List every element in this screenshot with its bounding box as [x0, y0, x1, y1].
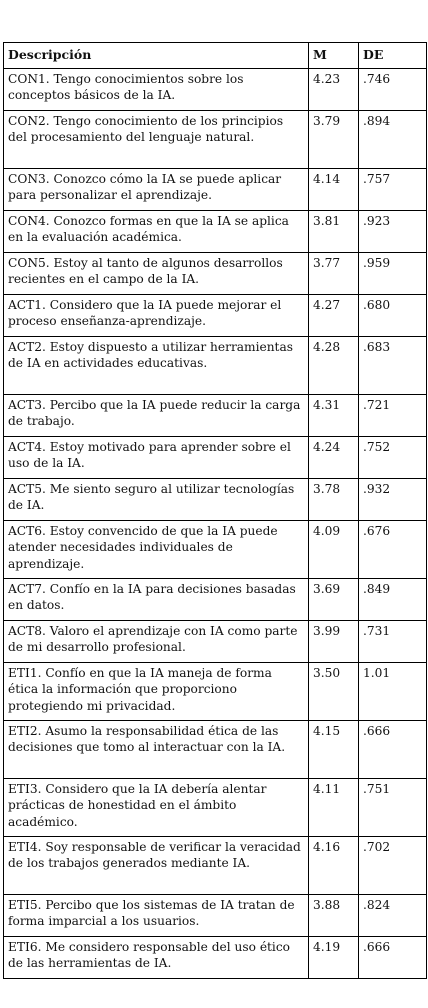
item-description: ACT1. Considero que la IA puede mejorar el proceso enseñanza-aprendizaje. — [4, 294, 309, 336]
descriptive-statistics-table-container — [3, 42, 426, 979]
item-standard-deviation: .666 — [359, 720, 427, 778]
item-description: ACT4. Estoy motivado para aprender sobre el uso de la IA. — [4, 436, 309, 478]
item-standard-deviation: .959 — [359, 252, 427, 294]
table-row — [4, 836, 427, 894]
item-standard-deviation: .731 — [359, 620, 427, 662]
table-row — [4, 336, 427, 394]
item-description: ETI6. Me considero responsable del uso ético de las herramientas de IA. — [4, 936, 309, 978]
item-mean: 4.11 — [309, 778, 359, 836]
item-description: ETI5. Percibo que los sistemas de IA tratan de forma imparcial a los usuarios. — [4, 894, 309, 936]
table-row — [4, 520, 427, 578]
item-standard-deviation: .721 — [359, 394, 427, 436]
table-row — [4, 578, 427, 620]
header-description: Descripción — [4, 43, 309, 69]
header-row — [4, 43, 427, 69]
item-mean: 4.15 — [309, 720, 359, 778]
item-standard-deviation: .666 — [359, 936, 427, 978]
item-description: ACT8. Valoro el aprendizaje con IA como parte de mi desarrollo profesional. — [4, 620, 309, 662]
item-description: ACT2. Estoy dispuesto a utilizar herramientas de IA en actividades educativas. — [4, 336, 309, 394]
item-mean: 3.81 — [309, 210, 359, 252]
item-description: ETI2. Asumo la responsabilidad ética de las decisiones que tomo al interactuar con la IA. — [4, 720, 309, 778]
item-mean: 3.99 — [309, 620, 359, 662]
descriptive-statistics-table — [3, 42, 427, 979]
item-description: ACT6. Estoy convencido de que la IA puede atender necesidades individuales de aprendizaje. — [4, 520, 309, 578]
item-standard-deviation: .932 — [359, 478, 427, 520]
item-mean: 4.27 — [309, 294, 359, 336]
header-standard-deviation: DE — [359, 43, 427, 69]
item-description: ACT3. Percibo que la IA puede reducir la carga de trabajo. — [4, 394, 309, 436]
item-mean: 4.09 — [309, 520, 359, 578]
item-mean: 3.69 — [309, 578, 359, 620]
item-standard-deviation: .680 — [359, 294, 427, 336]
table-row — [4, 110, 427, 168]
item-description: CON2. Tengo conocimiento de los principios del procesamiento del lenguaje natural. — [4, 110, 309, 168]
item-mean: 4.16 — [309, 836, 359, 894]
table-body — [4, 68, 427, 978]
table-row — [4, 294, 427, 336]
item-mean: 3.78 — [309, 478, 359, 520]
item-standard-deviation: .894 — [359, 110, 427, 168]
item-standard-deviation: .752 — [359, 436, 427, 478]
item-mean: 4.31 — [309, 394, 359, 436]
table-row — [4, 68, 427, 110]
item-mean: 4.24 — [309, 436, 359, 478]
item-description: CON1. Tengo conocimientos sobre los conceptos básicos de la IA. — [4, 68, 309, 110]
item-mean: 4.23 — [309, 68, 359, 110]
table-row — [4, 778, 427, 836]
item-mean: 3.79 — [309, 110, 359, 168]
table-row — [4, 662, 427, 720]
item-description: CON3. Conozco cómo la IA se puede aplicar para personalizar el aprendizaje. — [4, 168, 309, 210]
item-standard-deviation: .676 — [359, 520, 427, 578]
item-standard-deviation: .849 — [359, 578, 427, 620]
item-standard-deviation: .923 — [359, 210, 427, 252]
item-description: ETI4. Soy responsable de verificar la veracidad de los trabajos generados mediante IA. — [4, 836, 309, 894]
item-standard-deviation: .683 — [359, 336, 427, 394]
item-standard-deviation: .757 — [359, 168, 427, 210]
item-mean: 3.77 — [309, 252, 359, 294]
item-standard-deviation: .751 — [359, 778, 427, 836]
item-mean: 4.28 — [309, 336, 359, 394]
item-standard-deviation: 1.01 — [359, 662, 427, 720]
item-mean: 3.50 — [309, 662, 359, 720]
item-standard-deviation: .702 — [359, 836, 427, 894]
table-row — [4, 894, 427, 936]
item-description: ETI3. Considero que la IA debería alentar prácticas de honestidad en el ámbito académico. — [4, 778, 309, 836]
table-row — [4, 720, 427, 778]
table-row — [4, 620, 427, 662]
item-standard-deviation: .746 — [359, 68, 427, 110]
table-row — [4, 252, 427, 294]
table-row — [4, 210, 427, 252]
item-mean: 4.14 — [309, 168, 359, 210]
table-row — [4, 436, 427, 478]
item-description: ETI1. Confío en que la IA maneja de forma ética la información que proporciono protegiendo mi privacidad. — [4, 662, 309, 720]
item-description: CON4. Conozco formas en que la IA se aplica en la evaluación académica. — [4, 210, 309, 252]
item-mean: 3.88 — [309, 894, 359, 936]
item-description: ACT7. Confío en la IA para decisiones basadas en datos. — [4, 578, 309, 620]
table-row — [4, 478, 427, 520]
item-standard-deviation: .824 — [359, 894, 427, 936]
table-row — [4, 394, 427, 436]
header-mean: M — [309, 43, 359, 69]
item-description: CON5. Estoy al tanto de algunos desarrollos recientes en el campo de la IA. — [4, 252, 309, 294]
item-mean: 4.19 — [309, 936, 359, 978]
item-description: ACT5. Me siento seguro al utilizar tecnologías de IA. — [4, 478, 309, 520]
table-row — [4, 936, 427, 978]
table-row — [4, 168, 427, 210]
